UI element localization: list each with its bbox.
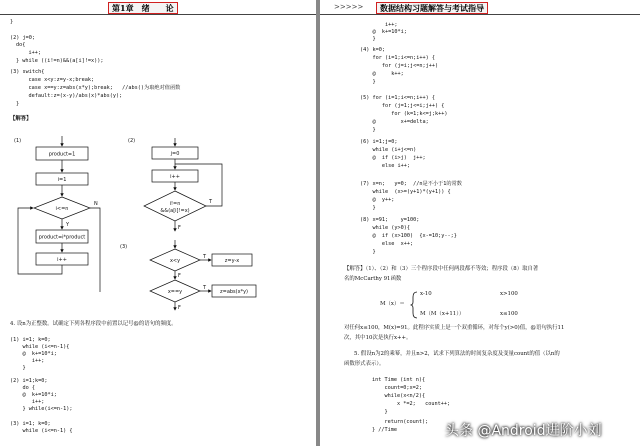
flow-node: i!=n	[169, 201, 181, 207]
code-line: count=0;x=2;	[372, 385, 422, 391]
code-line: (8) x=91; y=100;	[360, 217, 420, 223]
flow-branch: T	[209, 199, 213, 205]
code-line: }	[360, 205, 376, 211]
code-line: case x<y:z=y-x;break;	[16, 77, 95, 83]
watermark: 头条 @Android进阶小刘	[445, 423, 602, 439]
right-page	[320, 0, 640, 446]
code-line: int Time (int n){	[372, 377, 426, 383]
question-5: 5. 假设n为2的乘幂，并且n>2，试求下列算法的时间复杂度及变量count的值（以n的	[354, 351, 560, 357]
code-line: do {	[10, 385, 35, 391]
formula-case-2: M（M（x+11））	[420, 311, 465, 317]
flowchart-label: (3)	[120, 244, 128, 250]
flow-node: product=i*product	[38, 234, 86, 241]
code-line: return(count);	[372, 419, 429, 425]
formula-case-1: x-10	[420, 291, 432, 297]
code-line: }	[360, 249, 376, 255]
code-line: }	[360, 79, 376, 85]
code-line: x *=2; count++;	[372, 401, 451, 407]
code-line: else i++;	[360, 163, 410, 169]
flow-node: x<y	[169, 258, 181, 264]
code-line: }	[10, 19, 14, 25]
code-line: } while ((i!=n)&&(a[i]!=x));	[16, 58, 104, 64]
answer-paragraph: 对任何x≤100，M(x)=91。此程序实质上是一个双重循环，对每个y(>0)值，@语句执行11	[344, 325, 565, 331]
code-line: else x++;	[360, 241, 414, 247]
answer-paragraph: 名的McCarthy 91函数	[344, 276, 402, 282]
question-5: 函数形式表示）。	[344, 361, 385, 367]
code-line: for (k=1;k<=j;k++)	[360, 111, 448, 117]
code-line: do{	[16, 42, 26, 48]
code-line: (2) j=0;	[10, 35, 35, 41]
code-line: i++;	[10, 358, 45, 364]
code-line: } while(i<=n-1);	[10, 406, 73, 412]
formula-case-2-condition: x≤100	[500, 311, 518, 317]
flow-branch: F	[178, 305, 181, 311]
header-arrows: >>>>>	[334, 3, 364, 11]
code-line: @ if (i>j) j++;	[360, 155, 426, 161]
code-line: @ k+=10*i;	[360, 29, 407, 35]
header-rule	[320, 14, 640, 15]
flow-node: &&(a[i]!=x)	[160, 208, 190, 214]
code-line: while (i+j<=n)	[360, 147, 417, 153]
flow-node: i++	[170, 174, 180, 180]
flow-node: z=abs(x*y)	[220, 289, 248, 295]
code-line: case x==y:z=abs(x*y);break; //abs()为取绝对值函数	[16, 85, 181, 91]
code-line: @ k+=10*i;	[10, 392, 57, 398]
flowchart-label: (1)	[14, 138, 22, 144]
code-line: @ x+=delta;	[360, 119, 429, 125]
flow-branch: F	[178, 273, 181, 279]
flow-node: z=y-x	[224, 258, 240, 264]
code-line: @ k++;	[360, 71, 404, 77]
flowchart-label: (2)	[128, 138, 136, 144]
flow-node: i<=n	[55, 206, 69, 212]
flow-branch: T	[203, 285, 207, 291]
left-page-header	[0, 0, 316, 16]
flow-node: x==y	[167, 289, 183, 295]
flow-branch: N	[94, 201, 98, 207]
code-line: }	[360, 127, 376, 133]
flow-node: i++	[57, 257, 67, 263]
flow-node: i=1	[57, 177, 67, 183]
answer-paragraph: 次，其中10次是执行x++。	[344, 335, 412, 341]
code-line: } //Time	[372, 427, 397, 433]
code-line: for (i=1;i<=n;i++) {	[360, 55, 435, 61]
formula-lhs: M（x）＝	[380, 301, 405, 307]
code-line: while (i<=n-1){	[10, 344, 70, 350]
flow-branch: Y	[66, 222, 70, 228]
code-line: @ y++;	[360, 197, 395, 203]
code-line: (1) i=1; k=0;	[10, 337, 51, 343]
code-line: for (j=i;j<=n;j++)	[360, 63, 439, 69]
code-line: }	[10, 365, 26, 371]
formula-case-1-condition: x>100	[500, 291, 518, 297]
right-page-header	[320, 0, 640, 16]
chapter-title: 第1章 绪 论	[108, 2, 178, 14]
code-line: i++;	[10, 399, 45, 405]
header-rule	[0, 14, 316, 15]
flowchart-diagram	[0, 128, 316, 312]
code-line: (6) i=1;j=0;	[360, 139, 398, 145]
flow-node: j=0	[170, 151, 180, 157]
code-line: while (i<=n-1) {	[10, 428, 73, 434]
code-line: (2) i=1;k=0;	[10, 378, 48, 384]
code-line: i++;	[360, 22, 398, 28]
code-line: (3) switch{	[10, 69, 45, 75]
code-line: (4) k=0;	[360, 47, 385, 53]
code-line: default:z=(x-y)/abs(x)*abs(y);	[16, 93, 123, 99]
code-line: (3) i=1; k=0;	[10, 421, 51, 427]
code-line: while (x>=(y+1)*(y+1)) {	[360, 189, 451, 195]
code-line: (7) x=n; y=0; //n是不小于1的常数	[360, 181, 462, 187]
code-line: for (j=1;j<=i;j++) {	[360, 103, 445, 109]
flow-node: product=1	[48, 151, 76, 158]
code-line: @ k+=10*i;	[10, 351, 57, 357]
code-line: }	[372, 409, 388, 415]
code-line: }	[360, 36, 376, 42]
question-4: 4. 设n为正整数。试确定下列各程序段中前置以记号@的语句的频度。	[10, 321, 177, 327]
answer-paragraph: 【解答】（1）、（2）和（3）三个程序段中任何两段都不等效；程序段（8）取自著	[344, 266, 539, 272]
code-line: @ if (x>100) {x-=10;y--;}	[360, 233, 457, 239]
flow-branch: T	[203, 254, 207, 260]
flow-branch: F	[178, 225, 181, 231]
code-line: while(x<n/2){	[372, 393, 426, 399]
code-line: while (y>0){	[360, 225, 410, 231]
formula-brace	[410, 291, 418, 319]
code-line: (5) for (i=1;i<=n;i++) {	[360, 95, 435, 101]
book-title: 数据结构习题解答与考试指导	[376, 2, 488, 14]
code-line: i++;	[16, 50, 41, 56]
mccarthy-formula	[380, 290, 580, 320]
answer-heading: 【解答】	[10, 116, 32, 122]
left-page	[0, 0, 316, 446]
code-line: }	[16, 101, 20, 107]
